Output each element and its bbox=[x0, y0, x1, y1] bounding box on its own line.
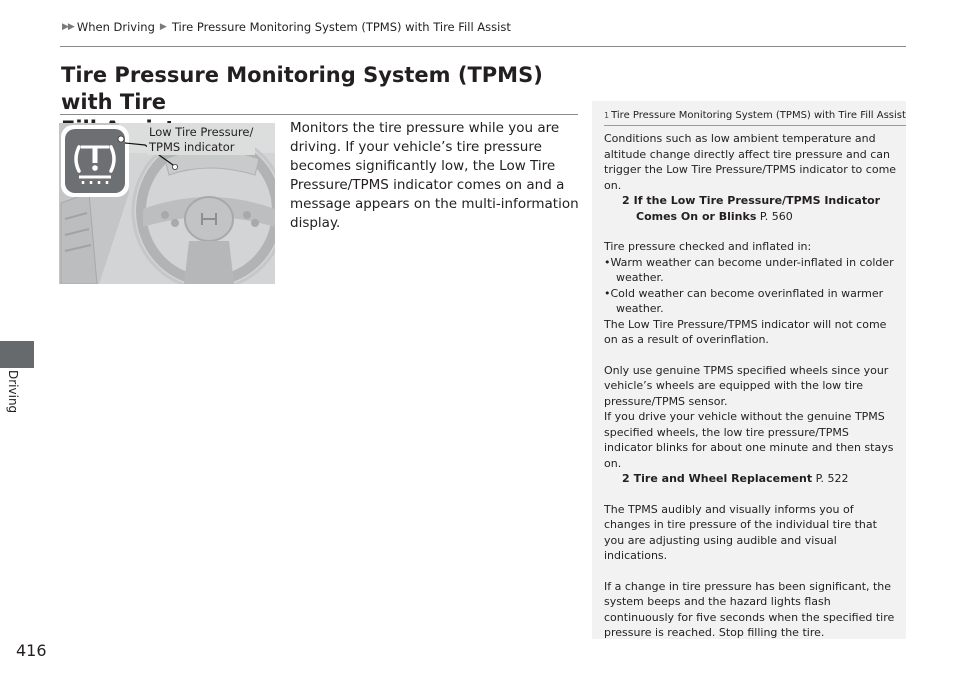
tpms-callout-line2: TPMS indicator bbox=[149, 140, 235, 154]
list-item bbox=[604, 255, 900, 286]
sidebar-paragraph: Only use genuine TPMS specified wheels since your vehicle’s wheels are equipped with the low tire pressure/TPMS sensor. bbox=[604, 363, 889, 408]
title-rule bbox=[60, 114, 578, 115]
reference-link-tpms-indicator[interactable] bbox=[604, 193, 900, 209]
sidebar-paragraph: If you drive your vehicle without the genuine TPMS specified wheels, the low tire pressure/TPMS indicator blinks for about one minute and then stays on. bbox=[604, 410, 894, 470]
page-title-line1: Tire Pressure Monitoring System (TPMS) with Tire bbox=[61, 63, 543, 114]
reference-arrow-icon: 2 bbox=[622, 194, 630, 207]
header-rule bbox=[60, 46, 906, 47]
sidebar-paragraph: The TPMS audibly and visually informs you of changes in tire pressure of the individual tire that you are adjusting using audible and visual indications. bbox=[604, 502, 877, 562]
reference-title-cont: Comes On or Blinks bbox=[636, 209, 757, 223]
section-tab-marker bbox=[0, 341, 34, 368]
tpms-callout-line1: Low Tire Pressure/ bbox=[149, 125, 254, 139]
reference-title: If the Low Tire Pressure/TPMS Indicator bbox=[633, 194, 881, 207]
list-item bbox=[604, 286, 900, 317]
sidebar-body bbox=[604, 131, 900, 641]
breadcrumb bbox=[62, 20, 511, 34]
sidebar-header bbox=[604, 110, 906, 121]
sidebar-header-text: Tire Pressure Monitoring System (TPMS) with Tire Fill Assist bbox=[611, 110, 906, 121]
tpms-callout-label bbox=[147, 125, 255, 155]
breadcrumb-separator-icon: ▶ bbox=[159, 22, 167, 32]
sidebar-paragraph: Tire pressure checked and inflated in: bbox=[604, 240, 812, 253]
main-description: Monitors the tire pressure while you are driving. If your vehicle’s tire pressure becomes significantly low, the Low Tire Pressure/TPMS indicator comes on and a message appears on the multi-information display. bbox=[290, 120, 579, 231]
bullet-icon: • bbox=[604, 286, 611, 300]
reference-page: P. 560 bbox=[759, 209, 793, 223]
sidebar-paragraph: The Low Tire Pressure/TPMS indicator will not come on as a result of overinflation. bbox=[604, 317, 887, 346]
sidebar-paragraph: Conditions such as low ambient temperature and altitude change directly affect tire pressure and can trigger the Low Tire Pressure/TPMS indicator to come on. bbox=[604, 132, 897, 192]
reference-title: Tire and Wheel Replacement bbox=[633, 472, 813, 485]
sidebar-rule bbox=[604, 125, 906, 126]
section-tab-label: Driving bbox=[6, 370, 20, 414]
breadcrumb-arrow-icon: ▶▶ bbox=[62, 22, 74, 32]
sidebar-marker: 1 bbox=[604, 111, 610, 120]
dashboard-illustration bbox=[59, 123, 275, 284]
breadcrumb-link-tpms[interactable]: Tire Pressure Monitoring System (TPMS) with Tire Fill Assist bbox=[171, 20, 511, 34]
reference-link-tpms-indicator-cont[interactable] bbox=[604, 209, 900, 225]
list-item-text: Cold weather can become overinflated in warmer weather. bbox=[610, 286, 884, 315]
reference-page: P. 522 bbox=[815, 472, 849, 485]
bullet-icon: • bbox=[604, 255, 611, 269]
reference-arrow-icon: 2 bbox=[622, 472, 630, 485]
list-item-text: Warm weather can become under-inflated in colder weather. bbox=[610, 255, 894, 284]
page-number: 416 bbox=[16, 641, 47, 660]
reference-link-tire-wheel-replacement[interactable] bbox=[604, 471, 900, 487]
sidebar-paragraph: If a change in tire pressure has been significant, the system beeps and the hazard lights flash continuously for five seconds when the specified tire pressure is reached. Stop filling the tire. bbox=[604, 579, 895, 639]
breadcrumb-link-when-driving[interactable]: When Driving bbox=[76, 20, 155, 34]
